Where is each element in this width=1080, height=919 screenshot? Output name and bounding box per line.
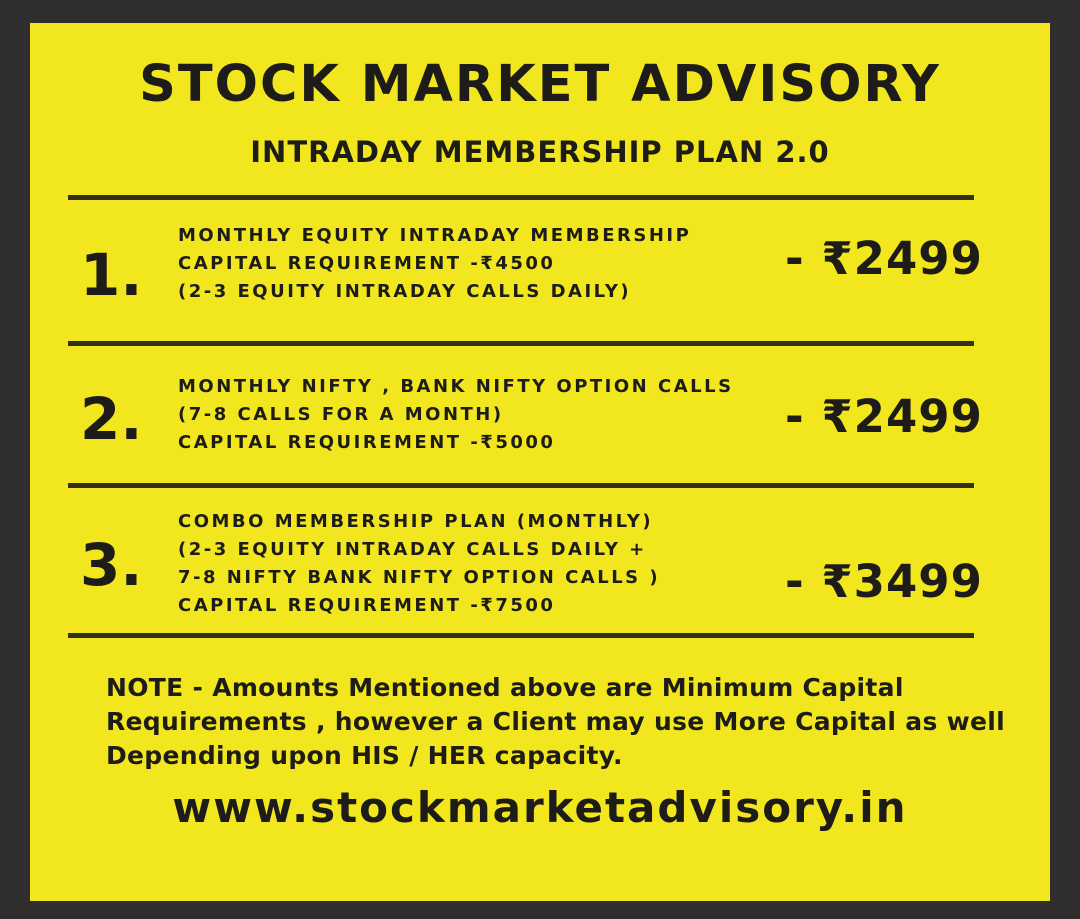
plan-row-1 xyxy=(30,200,1050,341)
plan-3-line-2: (2-3 EQUITY INTRADAY CALLS DAILY + xyxy=(178,538,647,560)
plan-2-line-1: MONTHLY NIFTY , BANK NIFTY OPTION CALLS xyxy=(178,375,734,397)
plan-3-number: 3. xyxy=(80,530,143,599)
website-url: www.stockmarketadvisory.in xyxy=(172,783,908,832)
poster-title: STOCK MARKET ADVISORY xyxy=(139,55,941,114)
plan-1-number: 1. xyxy=(80,240,143,309)
plan-2-line-2: (7-8 CALLS FOR A MONTH) xyxy=(178,403,504,425)
plan-1-line-1: MONTHLY EQUITY INTRADAY MEMBERSHIP xyxy=(178,224,692,246)
plan-2-number: 2. xyxy=(80,384,143,453)
plan-1-description xyxy=(178,222,785,306)
plan-3-description xyxy=(178,508,785,620)
plan-3-line-4: CAPITAL REQUIREMENT -₹7500 xyxy=(178,594,556,616)
plan-1-line-2: CAPITAL REQUIREMENT -₹4500 xyxy=(178,252,556,274)
plan-row-3 xyxy=(30,488,1050,633)
note-line-1: NOTE - Amounts Mentioned above are Minimum Capital xyxy=(106,673,904,702)
plan-2-line-3: CAPITAL REQUIREMENT -₹5000 xyxy=(178,431,556,453)
plan-1-price: - ₹2499 xyxy=(785,232,983,285)
plan-3-price: - ₹3499 xyxy=(785,555,983,608)
plan-row-2 xyxy=(30,346,1050,483)
note-text xyxy=(106,671,1005,773)
plan-2-price: - ₹2499 xyxy=(785,390,983,443)
poster-subtitle: INTRADAY MEMBERSHIP PLAN 2.0 xyxy=(250,135,830,169)
plan-2-description xyxy=(178,373,785,457)
note-line-3: Depending upon HIS / HER capacity. xyxy=(106,741,623,770)
poster-card xyxy=(30,23,1050,901)
plan-3-line-1: COMBO MEMBERSHIP PLAN (MONTHLY) xyxy=(178,510,654,532)
plan-3-line-3: 7-8 NIFTY BANK NIFTY OPTION CALLS ) xyxy=(178,566,661,588)
note-line-2: Requirements , however a Client may use More Capital as well xyxy=(106,707,1006,736)
plan-1-line-3: (2-3 EQUITY INTRADAY CALLS DAILY) xyxy=(178,280,632,302)
divider-after-plan-3 xyxy=(68,633,974,638)
